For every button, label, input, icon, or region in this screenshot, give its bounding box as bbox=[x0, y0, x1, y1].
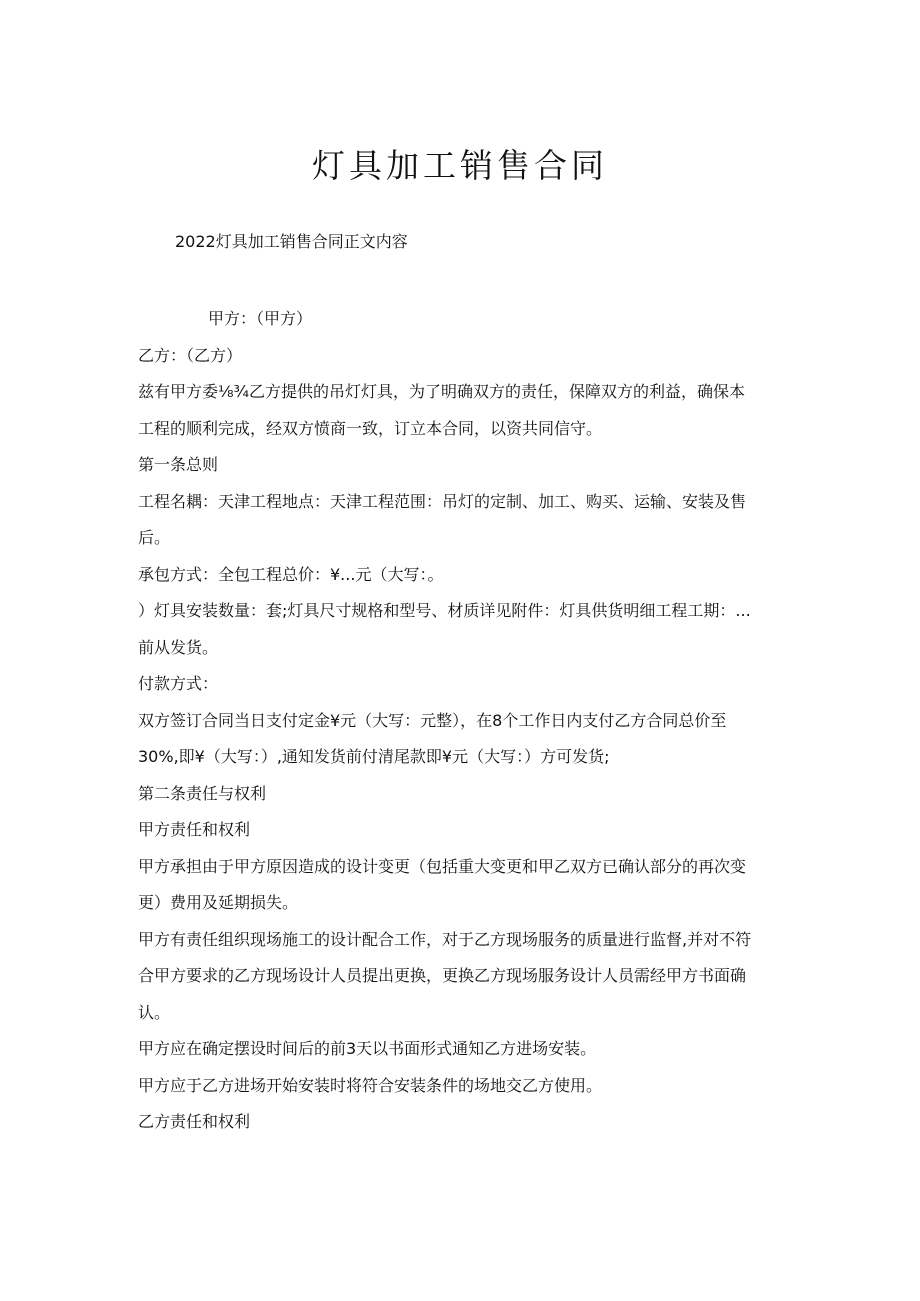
subsection-heading: 乙方责任和权利 bbox=[138, 1112, 251, 1131]
section-heading: 第一条总则 bbox=[138, 455, 219, 474]
paragraph-line: 前从发货。 bbox=[138, 637, 219, 657]
document-title: 灯具加工销售合同 bbox=[312, 146, 608, 185]
paragraph-line: 后。 bbox=[138, 528, 171, 547]
contract-body bbox=[138, 301, 786, 1141]
paragraph-line: 甲方有责任组织现场施工的设计配合工作，对于乙方现场服务的质量进行监督,并对不符 bbox=[138, 929, 752, 949]
section-heading: 第二条责任与权利 bbox=[138, 783, 267, 803]
paragraph-line: 甲方应于乙方进场开始安装时将符合安装条件的场地交乙方使用。 bbox=[138, 1075, 603, 1095]
paragraph-line: ）灯具安装数量：套;灯具尺寸规格和型号、材质详见附件：灯具供货明细工程工期：... bbox=[138, 601, 751, 620]
subsection-heading: 甲方责任和权利 bbox=[138, 820, 251, 839]
paragraph-line: 甲方承担由于甲方原因造成的设计变更（包括重大变更和甲乙双方已确认部分的再次变 bbox=[138, 856, 747, 876]
paragraph-line: 兹有甲方委⅛¾乙方提供的吊灯灯具，为了明确双方的责任，保障双方的利益，确保本 bbox=[138, 382, 746, 401]
paragraph-line: 合甲方要求的乙方现场设计人员提出更换，更换乙方现场服务设计人员需经甲方书面确 bbox=[138, 966, 747, 985]
paragraph-line: 承包方式：全包工程总价：¥...元（大写：。 bbox=[138, 564, 444, 584]
party-a-line: 甲方：（甲方） bbox=[208, 309, 313, 328]
paragraph-line: 更）费用及延期损失。 bbox=[138, 893, 299, 912]
paragraph-line: 30%,即¥（大写：）,通知发货前付清尾款即¥元（大写：）方可发货; bbox=[138, 747, 610, 766]
paragraph-line: 工程名耦：天津工程地点：天津工程范围：吊灯的定制、加工、购买、运输、安装及售 bbox=[138, 491, 747, 511]
paragraph-line: 甲方应在确定摆设时间后的前3天以书面形式通知乙方进场安装。 bbox=[138, 1039, 597, 1058]
party-b-line: 乙方：（乙方） bbox=[138, 345, 243, 365]
document-subtitle: 2022灯具加工销售合同正文内容 bbox=[175, 232, 408, 251]
paragraph-line: 认。 bbox=[138, 1002, 171, 1022]
paragraph-line: 工程的顺利完成，经双方愤商一致，订立本合同，以资共同信守。 bbox=[138, 418, 603, 438]
paragraph-line: 付款方式： bbox=[138, 674, 219, 693]
paragraph-line: 双方签订合同当日支付定金¥元（大写：元整），在8个工作日内支付乙方合同总价至 bbox=[138, 710, 727, 730]
